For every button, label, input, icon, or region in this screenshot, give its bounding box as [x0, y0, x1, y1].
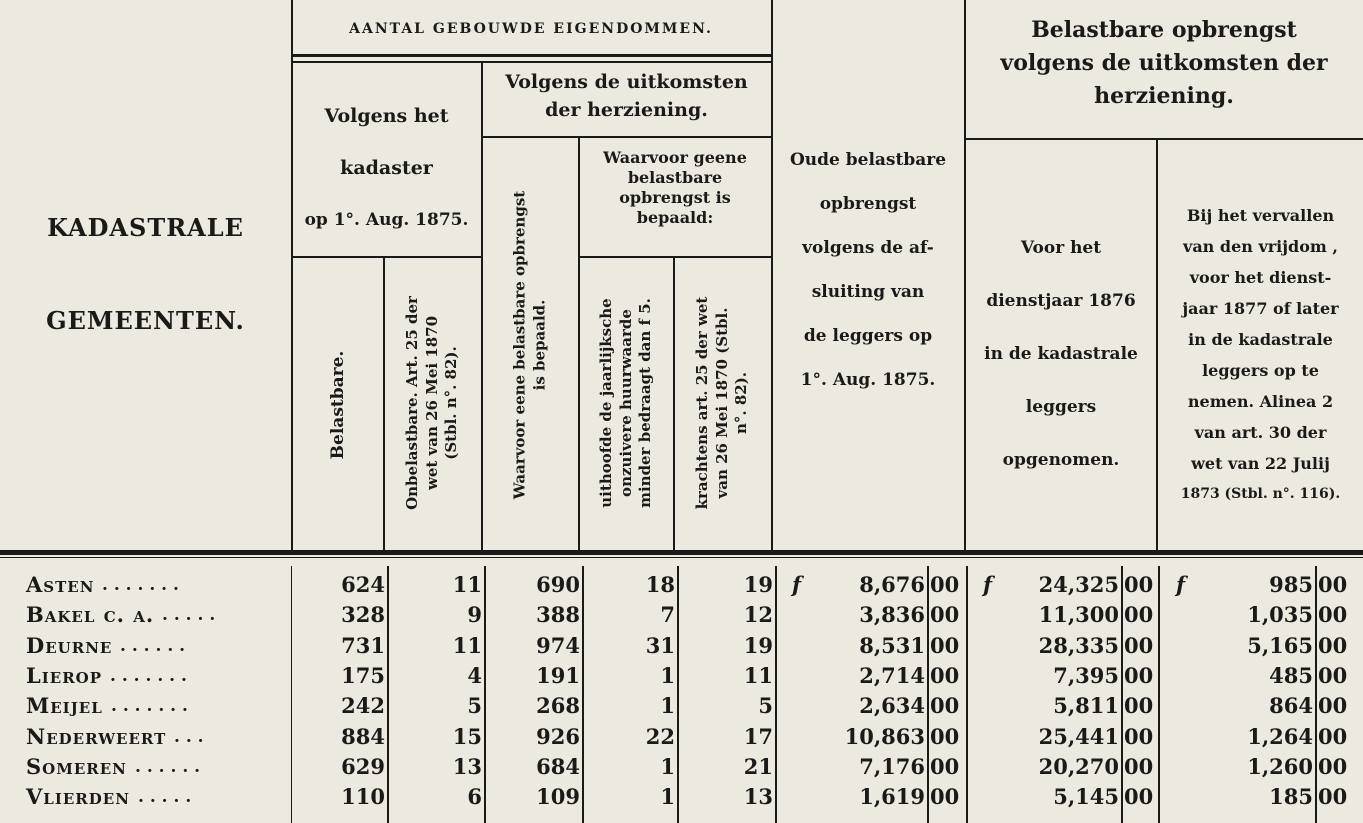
table-row	[0, 693, 1363, 719]
header-line: opbrengst is	[619, 188, 731, 207]
cell-vrijdom: 5,165	[1247, 632, 1313, 658]
cell-vrijdom-c: 00	[1318, 632, 1348, 658]
header-line: Volgens het	[324, 105, 449, 127]
header-line: bepaald:	[636, 208, 714, 227]
cell-uithoofde: 1	[660, 662, 675, 688]
cell-bepaald: 926	[536, 723, 580, 749]
cell-vrijdom: 1,035	[1247, 602, 1313, 628]
header-line: Oude belastbare	[789, 150, 947, 170]
header-krachtens	[693, 297, 752, 510]
cell-vrijdom-c: 00	[1318, 572, 1348, 597]
rule	[291, 0, 293, 550]
cell-belastbare: 110	[341, 784, 385, 810]
cell-onbelastbare: 15	[452, 723, 482, 749]
cell-uithoofde: 7	[660, 602, 675, 628]
cell-belastbare: 629	[341, 753, 385, 779]
header-line: minder bedraagt dan f 5.	[635, 298, 654, 508]
cell-onbelastbare: 6	[467, 784, 482, 810]
header-line: (Stbl. n°. 82).	[441, 346, 460, 460]
cell-bepaald: 109	[536, 784, 580, 810]
cell-oude: 2,634	[859, 693, 925, 719]
header-line: opgenomen.	[1002, 450, 1120, 470]
cell-onbelastbare: 13	[452, 753, 482, 779]
cell-dienst1876: 20,270	[1038, 753, 1119, 779]
header-line: belastbare	[627, 168, 723, 187]
leader-dots: . . . . .	[162, 605, 216, 626]
header-line: wet van 26 Mei 1870	[422, 315, 441, 491]
cell-oude-c: 00	[930, 693, 960, 719]
cell-krachtens: 19	[743, 632, 773, 658]
cell-bepaald: 191	[536, 662, 580, 688]
cell-uithoofde: 31	[645, 632, 675, 658]
header-line: opbrengst	[819, 194, 917, 214]
rule	[673, 258, 675, 550]
cell-oude-c: 00	[930, 784, 960, 810]
cell-krachtens: 17	[743, 723, 773, 749]
header-line: onzuivere huurwaarde	[616, 309, 635, 497]
cell-oude-c: 00	[930, 632, 960, 658]
cell-dienst1876-c: 00	[1124, 602, 1154, 628]
cell-uithoofde: 1	[660, 784, 675, 810]
header-line: n°. 82).	[731, 371, 750, 435]
cell-krachtens: 13	[743, 784, 773, 810]
cell-oude-c: 00	[930, 662, 960, 688]
leader-dots: . . .	[174, 726, 204, 747]
cell-krachtens: 19	[743, 572, 773, 597]
header-oude-belastbare	[772, 138, 964, 402]
header-line: kadaster	[340, 157, 433, 179]
header-line: Belastbare opbrengst	[1031, 17, 1297, 43]
header-line: van den vrijdom ,	[1183, 237, 1338, 256]
currency-symbol: f	[1176, 572, 1186, 597]
rule	[291, 61, 771, 63]
cell-belastbare: 731	[341, 632, 385, 658]
cell-krachtens: 5	[758, 693, 773, 719]
cell-oude-c: 00	[930, 602, 960, 628]
header-vrijdom	[1158, 200, 1363, 510]
header-line: Bij het vervallen	[1186, 206, 1335, 225]
cell-dienst1876-c: 00	[1124, 753, 1154, 779]
cell-oude: 10,863	[844, 723, 925, 749]
cell-oude-c: 00	[930, 572, 960, 597]
gemeente-name: Bakel c. a.	[26, 602, 155, 628]
cell-onbelastbare: 11	[452, 632, 482, 658]
header-uithoofde	[597, 298, 656, 508]
cell-vrijdom-c: 00	[1318, 662, 1348, 688]
cell-vrijdom: 1,260	[1247, 753, 1313, 779]
header-waarvoor-geene	[579, 148, 771, 228]
cell-dienst1876: 25,441	[1038, 723, 1119, 749]
group-header-aantal: AANTAL GEBOUWDE EIGENDOMMEN.	[349, 21, 713, 37]
cell-belastbare: 884	[341, 723, 385, 749]
table-row	[0, 633, 1363, 659]
header-line: leggers	[1025, 397, 1097, 417]
currency-symbol: f	[792, 572, 802, 597]
rule	[291, 256, 482, 258]
leader-dots: . . . . . . .	[102, 575, 179, 595]
gemeente-name: Nederweert	[26, 723, 167, 749]
cell-dienst1876: 11,300	[1038, 602, 1119, 628]
cell-vrijdom-c: 00	[1318, 784, 1348, 810]
cell-oude: 7,176	[859, 753, 925, 779]
leader-dots: . . . . . .	[120, 635, 186, 656]
header-line: Voor het	[1020, 238, 1102, 258]
cell-dienst1876: 5,811	[1053, 693, 1119, 719]
table-row	[0, 602, 1363, 628]
header-line: volgens de af-	[802, 238, 934, 258]
header-line: krachtens art. 25 der wet	[692, 296, 711, 510]
cell-dienst1876-c: 00	[1124, 693, 1154, 719]
header-line: van 26 Mei 1870 (Stbl.	[712, 307, 731, 499]
cell-krachtens: 12	[743, 602, 773, 628]
header-line: volgens de uitkomsten der	[1000, 50, 1328, 76]
cell-onbelastbare: 9	[467, 602, 482, 628]
header-dienstjaar-1876	[966, 222, 1156, 487]
cell-oude-c: 00	[930, 753, 960, 779]
cell-vrijdom-c: 00	[1318, 723, 1348, 749]
cell-uithoofde: 1	[660, 693, 675, 719]
cell-oude: 8,531	[859, 632, 925, 658]
table-row	[0, 754, 1363, 780]
table-row	[0, 784, 1363, 810]
cell-belastbare: 328	[341, 602, 385, 628]
cell-dienst1876: 24,325	[1038, 572, 1119, 597]
cell-oude: 2,714	[859, 662, 925, 688]
group-header-belastbare-opbrengst	[965, 14, 1363, 113]
rule	[965, 138, 1363, 140]
header-line: der herziening.	[545, 99, 708, 121]
header-line: van art. 30 der	[1194, 423, 1327, 442]
cell-dienst1876: 5,145	[1053, 784, 1119, 810]
header-line: Waarvoor eene belastbare opbrengst	[510, 190, 529, 500]
cell-vrijdom: 864	[1269, 693, 1313, 719]
cell-vrijdom: 985	[1269, 572, 1313, 597]
header-line: dienstjaar 1876	[986, 291, 1136, 311]
header-line: 1873 (Stbl. n°. 116).	[1180, 486, 1341, 502]
gemeente-name: Someren	[26, 753, 127, 779]
cell-vrijdom: 1,264	[1247, 723, 1313, 749]
cell-uithoofde: 22	[645, 723, 675, 749]
cell-oude: 8,676	[859, 572, 925, 597]
currency-symbol: f	[983, 572, 993, 597]
header-line: nemen. Alinea 2	[1187, 392, 1334, 411]
cell-dienst1876-c: 00	[1124, 784, 1154, 810]
rule	[482, 136, 771, 138]
header-line: herziening.	[1094, 83, 1234, 109]
table-row	[0, 572, 1363, 598]
leader-dots: . . . . . . .	[110, 665, 187, 686]
cell-uithoofde: 18	[645, 572, 675, 597]
header-line: op 1°. Aug. 1875.	[304, 210, 469, 230]
cell-vrijdom-c: 00	[1318, 753, 1348, 779]
header-volgens-kadaster	[291, 90, 482, 246]
rule	[383, 258, 385, 550]
gemeente-name: Lierop	[26, 662, 103, 688]
leader-dots: . . . . . .	[135, 756, 201, 777]
col-header-kadastrale: KADASTRALE	[47, 213, 244, 242]
cell-vrijdom: 485	[1269, 662, 1313, 688]
cell-vrijdom-c: 00	[1318, 693, 1348, 719]
cell-dienst1876: 28,335	[1038, 632, 1119, 658]
header-line: Waarvoor geene	[603, 148, 747, 167]
gemeente-name: Asten	[26, 572, 95, 597]
cell-onbelastbare: 5	[467, 693, 482, 719]
table-row	[0, 724, 1363, 750]
cell-oude-c: 00	[930, 723, 960, 749]
cell-vrijdom-c: 00	[1318, 602, 1348, 628]
cell-onbelastbare: 4	[467, 662, 482, 688]
header-line: in de kadastrale	[984, 344, 1138, 364]
cell-dienst1876-c: 00	[1124, 723, 1154, 749]
cell-belastbare: 624	[341, 572, 385, 597]
gemeente-name: Vlierden	[26, 784, 130, 810]
cell-dienst1876-c: 00	[1124, 572, 1154, 597]
header-line: 1°. Aug. 1875.	[800, 370, 936, 390]
header-line: de leggers op	[803, 326, 933, 346]
header-bottom-rule	[0, 550, 1363, 555]
cell-bepaald: 684	[536, 753, 580, 779]
cell-oude: 1,619	[859, 784, 925, 810]
cell-vrijdom: 185	[1269, 784, 1313, 810]
cell-bepaald: 974	[536, 632, 580, 658]
header-line: leggers op te	[1202, 361, 1319, 380]
header-line: wet van 22 Julij	[1191, 454, 1330, 473]
header-bottom-rule	[0, 557, 1363, 558]
cell-oude: 3,836	[859, 602, 925, 628]
header-line: in de kadastrale	[1188, 330, 1333, 349]
header-waarvoor-bepaald	[511, 191, 550, 499]
cell-krachtens: 21	[743, 753, 773, 779]
cell-onbelastbare: 11	[452, 572, 482, 597]
cell-belastbare: 242	[341, 693, 385, 719]
rule	[578, 256, 771, 258]
leader-dots: . . . . .	[138, 787, 192, 808]
cell-dienst1876-c: 00	[1124, 632, 1154, 658]
header-line: is bepaald.	[530, 299, 548, 391]
rule	[291, 54, 771, 57]
col-header-gemeenten: GEMEENTEN.	[46, 306, 245, 335]
header-belastbare: Belastbare.	[327, 350, 348, 460]
cell-krachtens: 11	[743, 662, 773, 688]
header-line: voor het dienst-	[1189, 268, 1332, 287]
header-line: jaar 1877 of later	[1182, 299, 1339, 318]
cell-bepaald: 268	[536, 693, 580, 719]
header-volgens-herziening	[482, 68, 771, 124]
header-onbelastbare	[403, 296, 462, 510]
header-line: Onbelastbare. Art. 25 der	[402, 296, 421, 510]
cell-belastbare: 175	[341, 662, 385, 688]
header-line: Volgens de uitkomsten	[505, 71, 748, 93]
table-row	[0, 663, 1363, 689]
leader-dots: . . . . . . .	[111, 696, 188, 717]
cell-bepaald: 690	[536, 572, 580, 597]
gemeente-name: Meijel	[26, 693, 103, 719]
header-line: uithoofde de jaarlijksche	[596, 298, 615, 508]
cell-dienst1876: 7,395	[1053, 662, 1119, 688]
cell-bepaald: 388	[536, 602, 580, 628]
cell-dienst1876-c: 00	[1124, 662, 1154, 688]
header-line: sluiting van	[811, 282, 925, 302]
cell-uithoofde: 1	[660, 753, 675, 779]
gemeente-name: Deurne	[26, 632, 113, 658]
